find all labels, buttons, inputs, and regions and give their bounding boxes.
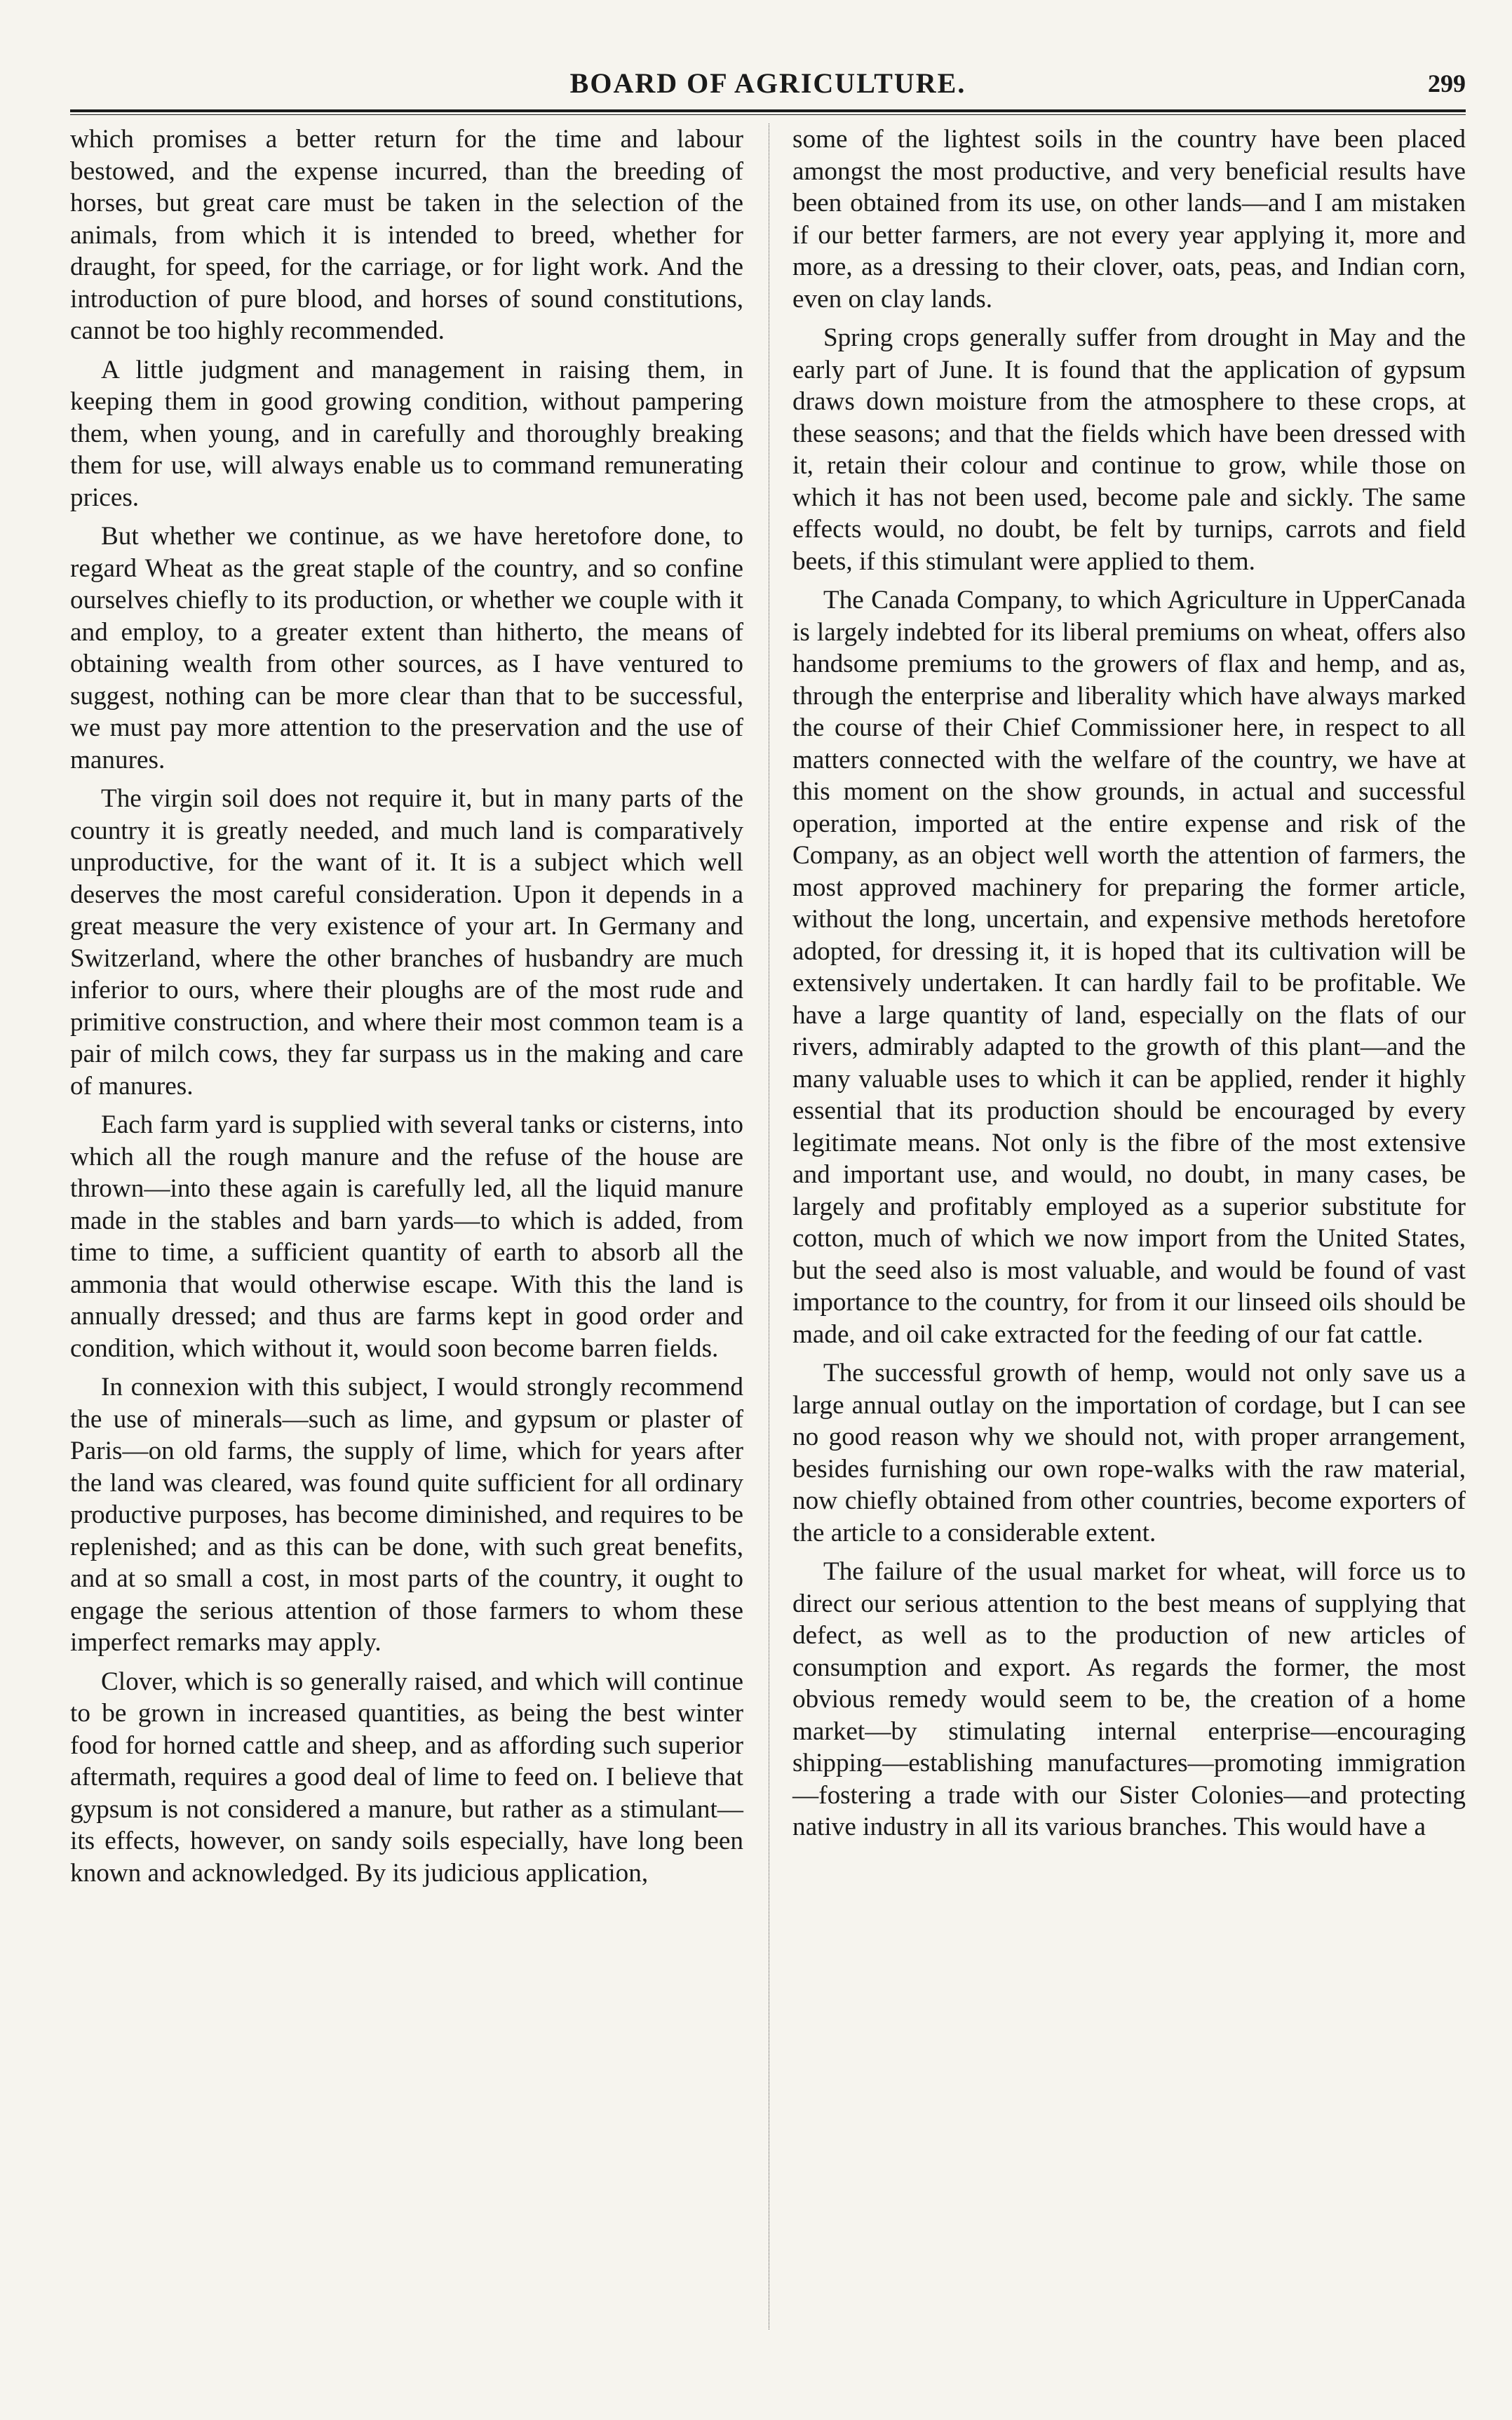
paragraph: The successful growth of hemp, would not only save us a large annual outlay on the importation of cordage, but I can see no good reason why we should not, with proper arrangement, besides furnishing our own rope-walks with the raw material, now chiefly obtained from other countries, become exporters of the article to a considerable extent. [792,1359,1466,1547]
paragraph: some of the lightest soils in the country have been placed amongst the most productive, and very beneficial results have been obtained from its use, on other lands—and I am mistaken if our better farmers, are not every year applying it, more and more, as a dressing to their clover, oats, peas, and Indian corn, even on clay lands. [792,125,1466,314]
paragraph: which promises a better return for the time and labour bestowed, and the expense incurred, than the breeding of horses, but great care must be taken in the selection of the animals, from which it is intended to breed, whether for draught, for speed, for the carriage, or for light work. And the introduction of pure blood, and horses of sound constitutions, cannot be too highly recommended. [70,125,743,345]
left-column [70,123,743,1896]
right-column [792,123,1466,1850]
paragraph: Each farm yard is supplied with several tanks or cisterns, into which all the rough manure and the refuse of the house are thrown—into these again is carefully led, all the liquid manure made in the stables and barn yards—to which is added, from time to time, a sufficient quantity of earth to absorb all the ammonia that would otherwise escape. With this the land is annually dressed; and thus are farms kept in good order and condition, which without it, would soon become barren fields. [70,1110,744,1363]
paragraph: Clover, which is so generally raised, and which will continue to be grown in increased quantities, as being the best winter food for horned cattle and sheep, and as affording such superior aftermath, requires a good deal of lime to feed on. I believe that gypsum is not considered a manure, but rather as a stimulant—its effects, however, on sandy soils especially, have long been known and acknowledged. By its judicious application, [70,1667,743,1888]
paragraph: But whether we continue, as we have heretofore done, to regard Wheat as the great staple of the country, and so confine ourselves chiefly to its production, or whether we couple with it and employ, to a greater extent than hitherto, the means of obtaining wealth from other sources, as I have ventured to suggest, nothing can be more clear than that to be successful, we must pay more attention to the preservation and the use of manures. [70,522,743,774]
header-rule [70,109,1466,115]
paragraph: A little judgment and management in raising them, in keeping them in good growing condition, without pampering them, when young, and in carefully and thoroughly breaking them for use, will always enable us to command remunerating prices. [70,355,743,512]
page [70,65,1466,2379]
page-header [70,65,1466,102]
paragraph: Spring crops generally suffer from drought in May and the early part of June. It is found that the application of gypsum draws down moisture from the atmosphere to these crops, at these seasons; and that the fields which have been dressed with it, retain their colour and continue to grow, while those on which it has not been used, become pale and sickly. The same effects would, no doubt, be felt by turnips, carrots and field beets, if this stimulant were applied to them. [792,323,1466,576]
paragraph: The virgin soil does not require it, but in many parts of the country it is greatly needed, and much land is comparatively unproductive, for the want of it. It is a subject which well deserves the most careful consideration. Upon it depends in a great measure the very existence of your art. In Germany and Switzerland, where the other branches of husbandry are much inferior to ours, where their ploughs are of the most rude and primitive construction, and where their most common team is a pair of milch cows, they far surpass us in the making and care of manures. [70,784,743,1101]
page-number: 299 [1428,69,1466,98]
text-columns [70,123,1466,2347]
paragraph: In connexion with this subject, I would strongly recommend the use of minerals—such as lime, and gypsum or plaster of Paris—on old farms, the supply of lime, which for years after the land was cleared, was found quite sufficient for all ordinary productive purposes, has become diminished, and requires to be replenished; and as this can be done, with such great benefits, and at so small a cost, in most parts of the country, it ought to engage the serious attention of those farmers to whom these imperfect remarks may apply. [70,1373,743,1657]
running-head: BOARD OF AGRICULTURE. [569,67,966,99]
paragraph: The failure of the usual market for wheat, will force us to direct our serious attention to the best means of supplying that defect, as well as to the production of new articles of consumption and export. As regards the former, the most obvious remedy would seem to be, the creation of a home market—by stimulating internal enterprise—encouraging shipping—establishing manufactures—promoting immigration—fostering a trade with our Sister Colonies—and protecting native industry in all its various branches. This would have a [792,1557,1466,1841]
paragraph: The Canada Company, to which Agriculture in UpperCanada is largely indebted for its liberal premiums on wheat, offers also handsome premiums to the growers of flax and hemp, and as, through the enterprise and liberality which have always marked the course of their Chief Commissioner here, in respect to all matters connected with the welfare of the country, we have at this moment on the show grounds, in actual and successful operation, imported at the entire expense and risk of the Company, as an object well worth the attention of farmers, the most approved machinery for preparing the former article, without the long, uncertain, and expensive methods heretofore adopted, for dressing it, it is hoped that its cultivation will be extensively undertaken. It can hardly fail to be profitable. We have a large quantity of land, especially on the flats of our rivers, admirably adapted to the growth of this plant—and the many valuable uses to which it can be applied, render it highly essential that its production should be encouraged by every legitimate means. Not only is the fibre of the most extensive and important use, and would, no doubt, in many cases, be largely and profitably employed as a superior substitute for cotton, much of which we now import from the United States, but the seed also is most valuable, and would be found of vast importance to the country, for from it our linseed oils should be made, and oil cake extracted for the feeding of our fat cattle. [792,586,1466,1349]
